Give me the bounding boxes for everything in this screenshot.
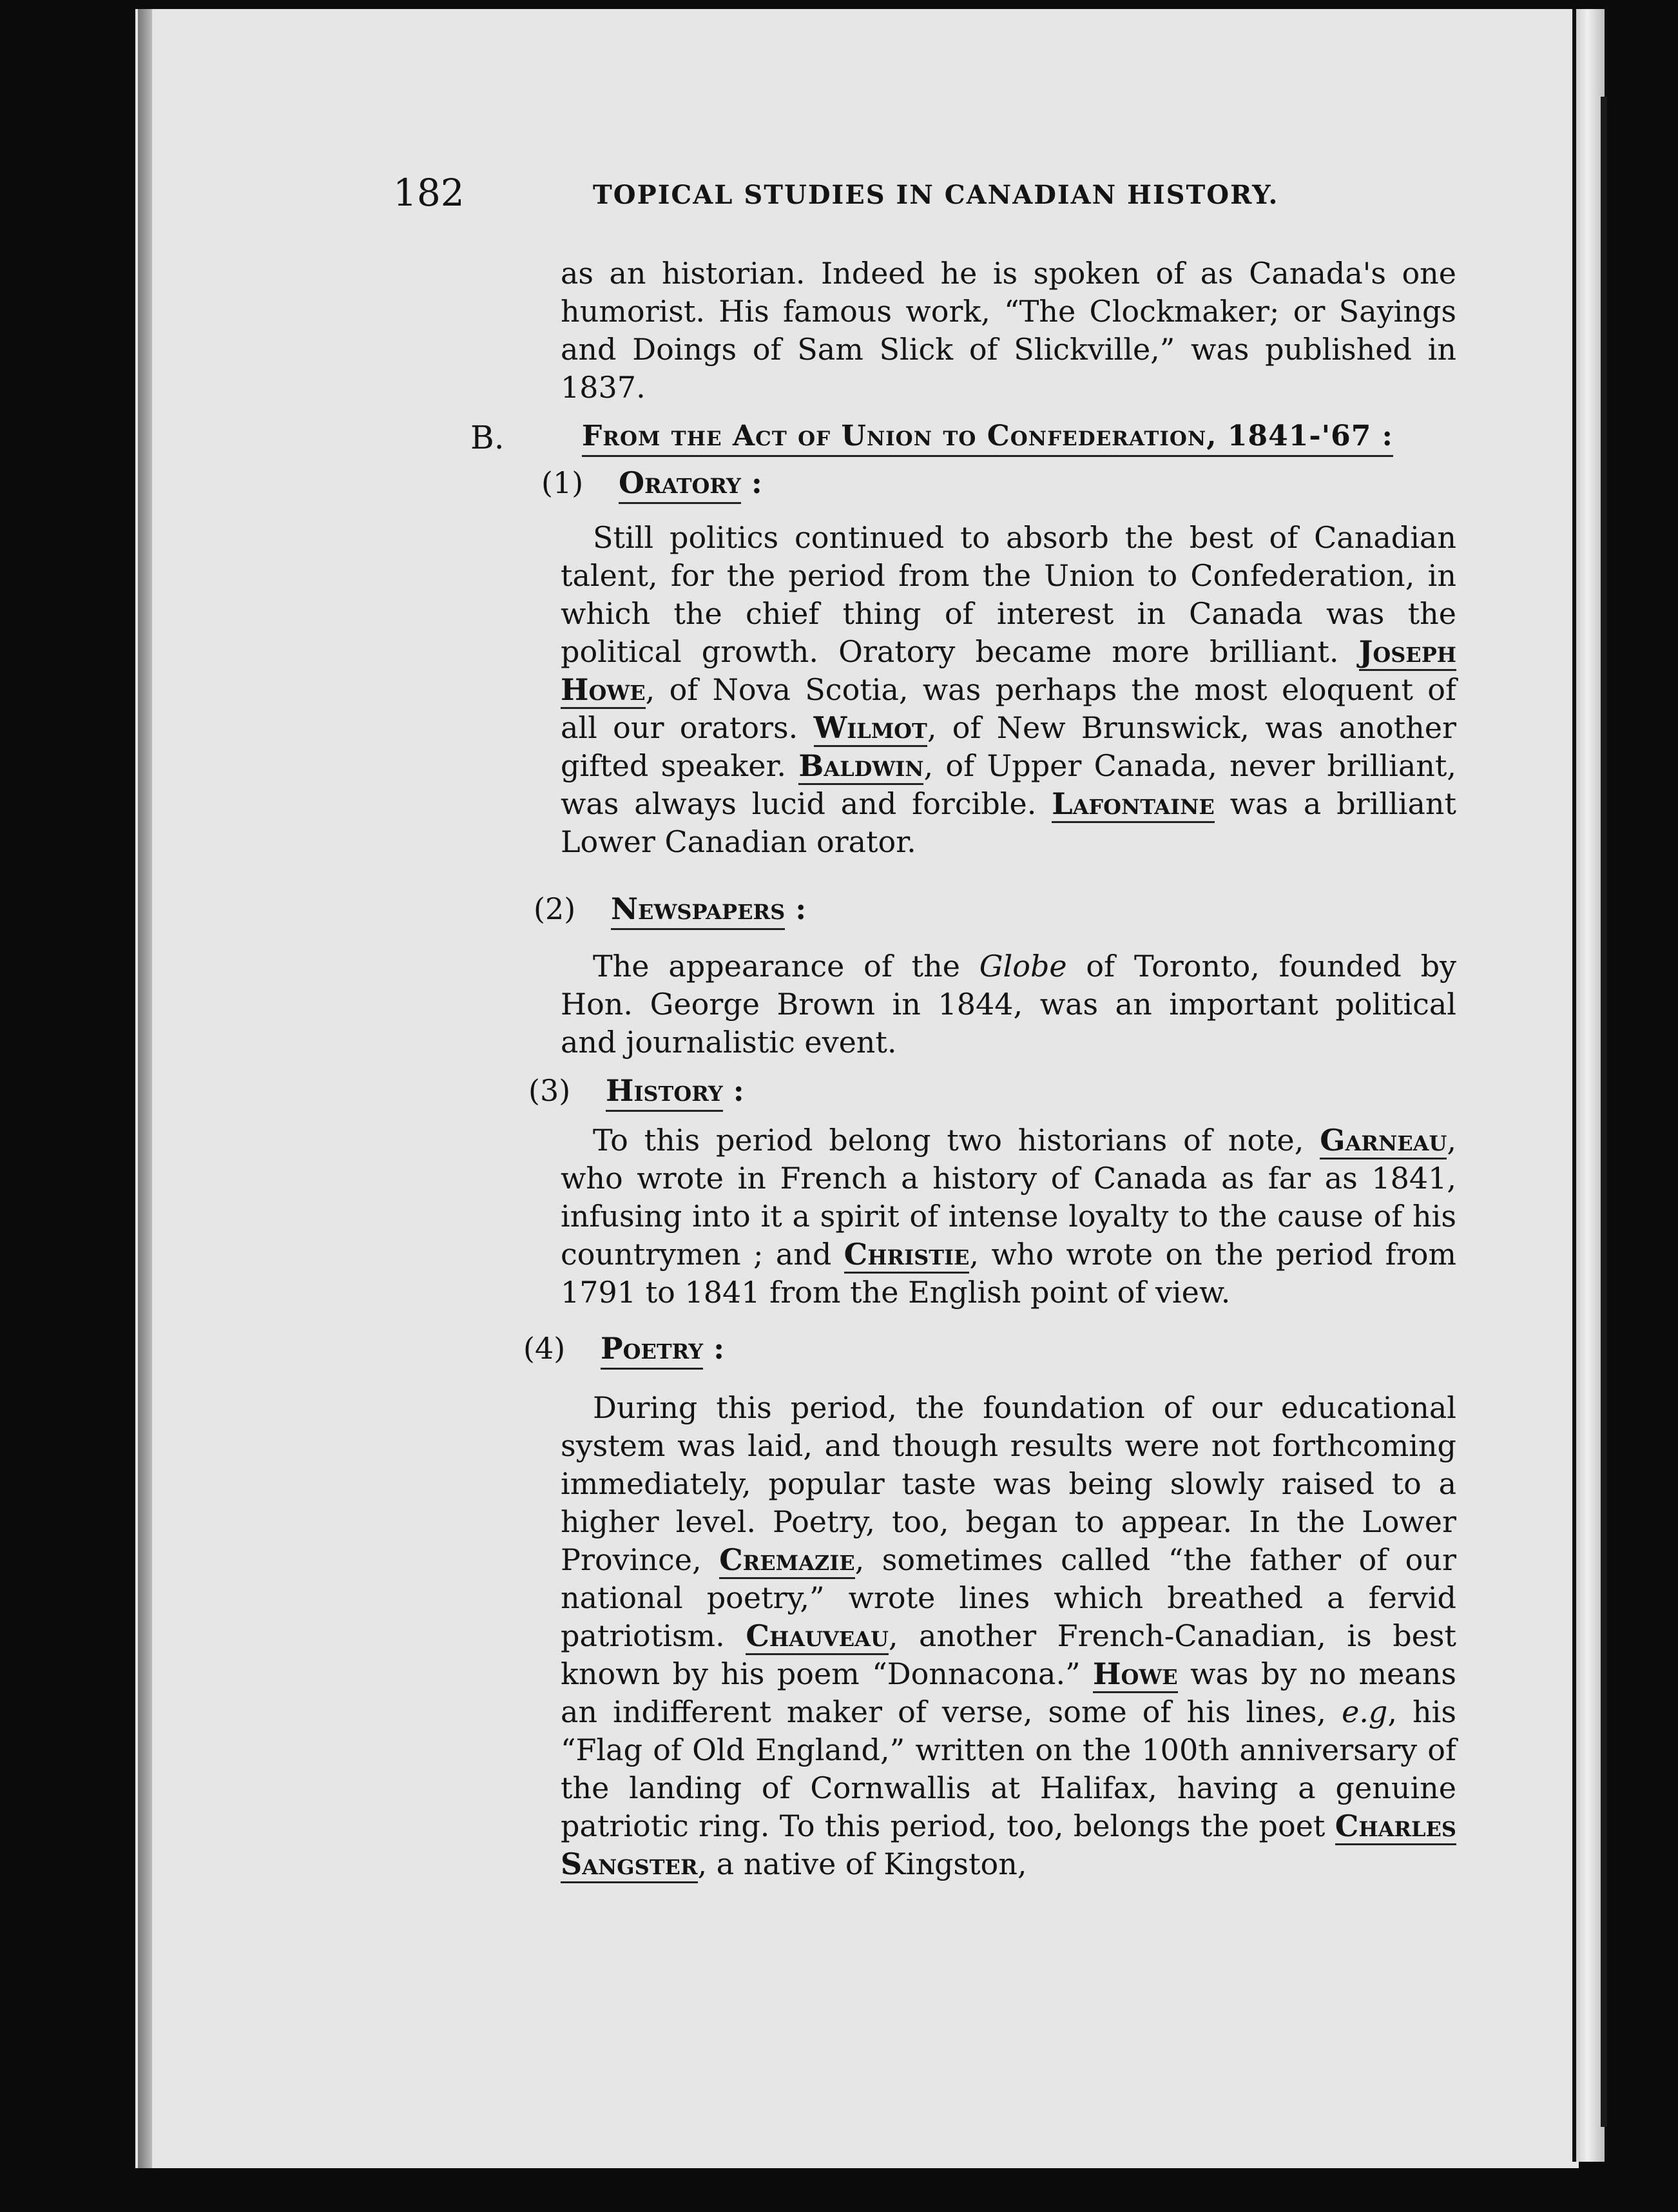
paragraph-text: , his “Flag of Old England,” written on the 100th anniversary of the landing of Cornwallis at Halifax, having a genuine patriotic ring. To this period, too, belongs the poet	[561, 1694, 1456, 1843]
paragraph-text: , who wrote in French a history of Canada as far as 1841, infusing into it a spirit of intense loyalty to the cause of his countrymen ; and	[561, 1123, 1456, 1272]
paragraph-text: , sometimes called “the father of our national poetry,” wrote lines which breathed a fervid patriotism.	[561, 1542, 1456, 1653]
paragraph-text: , of Nova Scotia, was perhaps the most eloquent of all our orators.	[561, 672, 1456, 745]
paragraph-text: was a brilliant Lower Canadian orator.	[561, 786, 1456, 859]
subsection-colon: :	[785, 891, 807, 926]
section-title: From the Act of Union to Confederation, 1841-'67 :	[582, 420, 1393, 457]
paragraph-text: of Toronto, founded by Hon. George Brown in 1844, was an important political and journalistic event.	[561, 949, 1456, 1060]
name-lafontaine: Lafontaine	[1052, 786, 1215, 823]
subsection-number: (2)	[534, 891, 576, 926]
subsection-newspapers-heading	[534, 891, 806, 926]
subsection-colon: :	[740, 465, 762, 500]
subsection-history-heading	[528, 1073, 744, 1108]
globe-title: Globe	[979, 949, 1067, 984]
subsection-colon: :	[722, 1073, 744, 1108]
paragraph-text: , of Upper Canada, never brilliant, was always lucid and forcible.	[561, 748, 1457, 821]
subsection-oratory-heading	[541, 465, 762, 500]
name-cremazie: Cremazie	[719, 1542, 855, 1579]
subsection-number: (3)	[528, 1073, 571, 1108]
history-paragraph	[561, 1121, 1456, 1312]
name-joseph-howe: Joseph Howe	[561, 634, 1456, 709]
subsection-label: Poetry	[601, 1331, 703, 1370]
paragraph-text: was by no means an indifferent maker of verse, some of his lines,	[561, 1656, 1456, 1729]
paragraph-text: The appearance of the	[593, 949, 979, 984]
book-spine	[1572, 9, 1605, 2162]
subsection-number: (4)	[523, 1331, 566, 1366]
paragraph-text: During this period, the foundation of our educational system was laid, and though results were not forthcoming immediately, popular taste was being slowly raised to a higher level. Poetry, too, began to appear. In the Lower Province,	[561, 1390, 1456, 1577]
page-left-edge	[138, 9, 152, 2168]
binding-edge	[1601, 97, 1607, 2127]
name-chauveau: Chauveau	[746, 1618, 889, 1655]
eg-abbreviation: e.g	[1342, 1694, 1388, 1729]
running-title: TOPICAL STUDIES IN CANADIAN HISTORY.	[593, 180, 1279, 210]
subsection-label: Newspapers	[611, 891, 785, 930]
subsection-number: (1)	[541, 465, 584, 500]
newspapers-paragraph	[561, 947, 1456, 1062]
name-garneau: Garneau	[1320, 1123, 1447, 1159]
page-number: 182	[393, 171, 465, 215]
paragraph-text: , a native of Kingston,	[697, 1847, 1027, 1881]
name-charles-sangster: Charles Sangster	[561, 1809, 1456, 1883]
paragraph-text: Still politics continued to absorb the best of Canadian talent, for the period from the Union to Confederation, in which the chief thing of interest in Canada was the political growth. Oratory became more brilliant.	[561, 520, 1456, 669]
name-howe: Howe	[1093, 1656, 1178, 1693]
continuation-paragraph: as an historian. Indeed he is spoken of as Canada's one humorist. His famous work, “The Clockmaker; or Sayings and Doings of Sam Slick of Slickville,” was published in 1837.	[561, 256, 1456, 405]
paragraph-text: , of New Brunswick, was another gifted speaker.	[561, 710, 1456, 783]
name-baldwin: Baldwin	[798, 748, 923, 785]
name-christie: Christie	[844, 1237, 970, 1274]
subsection-label: History	[606, 1073, 723, 1112]
paragraph-text: To this period belong two historians of note,	[593, 1123, 1320, 1158]
poetry-paragraph	[561, 1389, 1456, 1883]
subsection-colon: :	[703, 1331, 725, 1366]
paragraph-text: , another French-Canadian, is best known by his poem “Donnacona.”	[561, 1618, 1457, 1691]
name-wilmot: Wilmot	[814, 710, 927, 747]
subsection-label: Oratory	[619, 465, 741, 504]
section-marker: B.	[470, 419, 505, 456]
paragraph-text: , who wrote on the period from 1791 to 1841 from the English point of view.	[561, 1237, 1457, 1310]
page-header	[393, 171, 1360, 216]
oratory-paragraph	[561, 519, 1456, 861]
subsection-poetry-heading	[523, 1331, 724, 1366]
